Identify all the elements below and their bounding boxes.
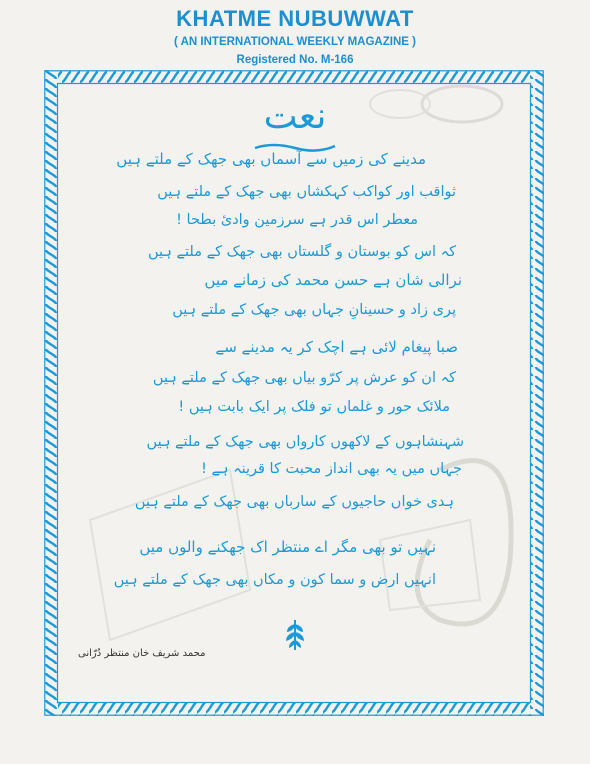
poem-line: جہاں میں یہ بھی انداز محبت کا قرینہ ہے !	[201, 461, 462, 477]
masthead-title: KHATME NUBUWWAT	[176, 6, 414, 31]
poem-line: ثواقب اور کواکب کہکشاں بھی جھک کے ملتے ہیں	[157, 184, 456, 200]
poem-line: انہیں ارض و سما کون و مکاں بھی جھک کے ملتے ہیں	[113, 572, 436, 588]
poem-line: پری زاد و حسینانِ جہاں بھی جھک کے ملتے ہیں	[172, 302, 456, 318]
poem-line: ملائک حور و غلماں تو فلک پر ایک بابت ہیں !	[178, 399, 450, 415]
poem-title: نعت	[263, 96, 327, 137]
registration-number: Registered No. M-166	[236, 54, 354, 66]
poem-line: نہیں تو بھی مگر اے منتظر اک جھکنے والوں میں	[139, 538, 436, 556]
poem-line: ہدی خواں حاجیوں کے سارباں بھی جھک کے ملتے ہیں	[134, 494, 454, 510]
poet-signature: محمد شریف خان منتظر دُرّانی	[78, 648, 206, 659]
poem-line: مدینے کی زمیں سے آسماں بھی جھک کے ملتے ہیں	[116, 150, 426, 168]
poem-line: کہ ان کو عرش پر کرّو بیاں بھی جھک کے ملتے ہیں	[152, 370, 456, 386]
poem-line: کہ اس کو بوستان و گلستاں بھی جھک کے ملتے ہیں	[148, 244, 456, 260]
poem-line: نرالی شان ہے حسن محمد کی زمانے میں	[204, 271, 462, 289]
poem-line: معطر اس قدر ہے سرزمین وادئ بطحا !	[176, 212, 418, 228]
poem-line: صبا پیغام لائی ہے اچک کر یہ مدینے سے	[215, 338, 458, 356]
masthead-subtitle: ( AN INTERNATIONAL WEEKLY MAGAZINE )	[174, 36, 416, 48]
wheat-ornament-icon	[283, 618, 307, 652]
poem-line: شہنشاہوں کے لاکھوں کارواں بھی جھک کے ملتے ہیں	[146, 434, 464, 450]
